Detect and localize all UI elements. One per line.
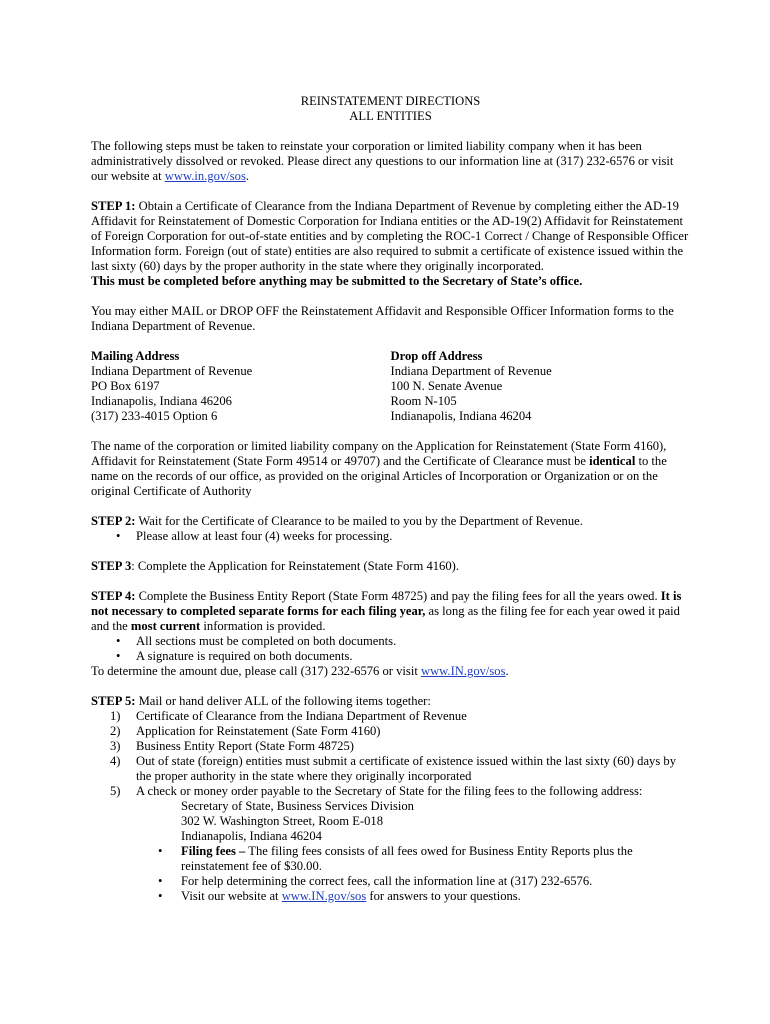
name-note-text-2: to the name on the records of our office, as provided on the original Articles of Incorporation or Organization or on the original Certificate of Authority bbox=[91, 454, 667, 498]
item-number: 5) bbox=[110, 784, 121, 798]
list-item bbox=[91, 784, 690, 799]
address-line: Indianapolis, Indiana 46204 bbox=[181, 829, 322, 843]
sos-website-link[interactable]: www.IN.gov/sos bbox=[420, 664, 506, 678]
address-line: 302 W. Washington Street, Room E-018 bbox=[181, 814, 383, 828]
dropoff-line: Indiana Department of Revenue bbox=[390, 364, 552, 378]
mailing-address-heading: Mailing Address bbox=[91, 349, 180, 363]
mailing-line: PO Box 6197 bbox=[91, 379, 160, 393]
mailing-address bbox=[91, 349, 391, 424]
bullet-icon: • bbox=[116, 634, 121, 648]
address-grid bbox=[91, 349, 690, 424]
bullet-icon: • bbox=[158, 874, 163, 888]
step-2-section bbox=[91, 514, 690, 544]
list-item bbox=[91, 889, 690, 904]
list-item bbox=[91, 709, 690, 724]
mailing-line: (317) 233-4015 Option 6 bbox=[91, 409, 218, 423]
name-note-bold: identical bbox=[589, 454, 636, 468]
bullet-icon: • bbox=[116, 649, 121, 663]
fees-text: The filing fees consists of all fees owed for Business Entity Reports plus the reinstatement fee of $30.00. bbox=[181, 844, 633, 873]
item-text: Certificate of Clearance from the Indiana Department of Revenue bbox=[136, 709, 467, 723]
item-number: 2) bbox=[110, 724, 121, 738]
help-text: For help determining the correct fees, call the information line at (317) 232-6576. bbox=[181, 874, 593, 888]
item-number: 1) bbox=[110, 709, 121, 723]
item-text: Business Entity Report (State Form 48725) bbox=[136, 739, 354, 753]
step-3-label: STEP 3 bbox=[91, 559, 132, 573]
dropoff-line: 100 N. Senate Avenue bbox=[390, 379, 503, 393]
step-1-label: STEP 1: bbox=[91, 199, 136, 213]
step-4-text-3: information is provided. bbox=[200, 619, 326, 633]
dropoff-address-heading: Drop off Address bbox=[390, 349, 483, 363]
list-item bbox=[91, 649, 690, 664]
step-3-text: : Complete the Application for Reinstatement (State Form 4160). bbox=[131, 559, 459, 573]
step-3-section bbox=[91, 559, 690, 574]
step-4-text-2: as long as the filing fee for each year owed it paid and the bbox=[91, 604, 680, 633]
step-1-section bbox=[91, 199, 690, 289]
intro-end: . bbox=[245, 169, 250, 183]
bullet-icon: • bbox=[158, 889, 163, 903]
step-4-bold-1: It is not necessary to completed separate forms for each filing year, bbox=[91, 589, 682, 618]
item-text: A check or money order payable to the Secretary of State for the filing fees to the following address: bbox=[136, 784, 643, 798]
step-1-bold-note: This must be completed before anything may be submitted to the Secretary of State’s office. bbox=[91, 274, 583, 288]
list-item bbox=[91, 739, 690, 754]
dropoff-line: Indianapolis, Indiana 46204 bbox=[390, 409, 532, 423]
title-line-2: ALL ENTITIES bbox=[349, 109, 432, 123]
step-2-text: Wait for the Certificate of Clearance to be mailed to you by the Department of Revenue. bbox=[135, 514, 583, 528]
list-item bbox=[91, 874, 690, 889]
step-4-label: STEP 4: bbox=[91, 589, 136, 603]
step-5-label: STEP 5: bbox=[91, 694, 136, 708]
mailing-line: Indiana Department of Revenue bbox=[91, 364, 253, 378]
item-number: 3) bbox=[110, 739, 121, 753]
bullet-text: Please allow at least four (4) weeks for processing. bbox=[136, 529, 393, 543]
name-note-text-1: The name of the corporation or limited liability company on the Application for Reinstatement (State Form 4160), Affidavit for Reinstatement (State Form 49514 or 49707) and the Certificate of Clearance must be bbox=[91, 439, 667, 468]
visit-text-2: for answers to your questions. bbox=[366, 889, 521, 903]
fees-bold: Filing fees – bbox=[181, 844, 246, 858]
item-text: Application for Reinstatement (Sate Form 4160) bbox=[136, 724, 381, 738]
step-5-text: Mail or hand deliver ALL of the following items together: bbox=[135, 694, 431, 708]
sos-website-link[interactable]: www.IN.gov/sos bbox=[281, 889, 367, 903]
title-line-1: REINSTATEMENT DIRECTIONS bbox=[300, 94, 481, 108]
step-1-text: Obtain a Certificate of Clearance from the Indiana Department of Revenue by completing either the AD-19 Affidavit for Reinstatement of Domestic Corporation for Indiana entities or the AD-19(2) Affidavit for Reinstatement of Foreign Corporation for out-of-state entities and by completing the ROC-1 Correct / Change of Responsible Officer Information form. Foreign (out of state) entities are also required to submit a certificate of existence issued within the last sixty (60) days by the proper authority in the state where they originally incorporated. bbox=[91, 199, 689, 273]
item-number: 4) bbox=[110, 754, 121, 768]
list-item bbox=[91, 724, 690, 739]
intro-text: The following steps must be taken to reinstate your corporation or limited liability company when it has been administratively dissolved or revoked. Please direct any questions to our information line at (317) 232-6576 or visit our website at bbox=[91, 139, 674, 183]
step-2-label: STEP 2: bbox=[91, 514, 136, 528]
dropoff-line: Room N-105 bbox=[390, 394, 457, 408]
bullet-icon: • bbox=[116, 529, 121, 543]
dropoff-address bbox=[391, 349, 691, 424]
step-4-section bbox=[91, 589, 690, 679]
list-item bbox=[91, 529, 690, 544]
step-5-section bbox=[91, 694, 690, 904]
list-item bbox=[91, 754, 690, 784]
mail-note: You may either MAIL or DROP OFF the Reinstatement Affidavit and Responsible Officer Information forms to the Indiana Department of Revenue. bbox=[91, 304, 674, 333]
step-4-bold-2: most current bbox=[130, 619, 201, 633]
intro-paragraph bbox=[91, 139, 690, 184]
due-end: . bbox=[505, 664, 509, 678]
visit-text-1: Visit our website at bbox=[181, 889, 282, 903]
bullet-text: A signature is required on both documents. bbox=[136, 649, 353, 663]
due-text: To determine the amount due, please call (317) 232-6576 or visit bbox=[91, 664, 421, 678]
list-item bbox=[91, 844, 690, 874]
list-item bbox=[91, 634, 690, 649]
address-line: Secretary of State, Business Services Division bbox=[181, 799, 414, 813]
step-4-text-1: Complete the Business Entity Report (State Form 48725) and pay the filing fees for all the years owed. bbox=[135, 589, 661, 603]
bullet-text: All sections must be completed on both documents. bbox=[136, 634, 397, 648]
name-note bbox=[91, 439, 690, 499]
sos-mailing-address bbox=[91, 799, 690, 844]
bullet-icon: • bbox=[158, 844, 163, 858]
mailing-line: Indianapolis, Indiana 46206 bbox=[91, 394, 232, 408]
sos-website-link[interactable]: www.in.gov/sos bbox=[164, 169, 246, 183]
item-text: Out of state (foreign) entities must submit a certificate of existence issued within the last sixty (60) days by the proper authority in the state where they originally incorporated bbox=[136, 754, 677, 783]
document-title bbox=[91, 94, 690, 124]
